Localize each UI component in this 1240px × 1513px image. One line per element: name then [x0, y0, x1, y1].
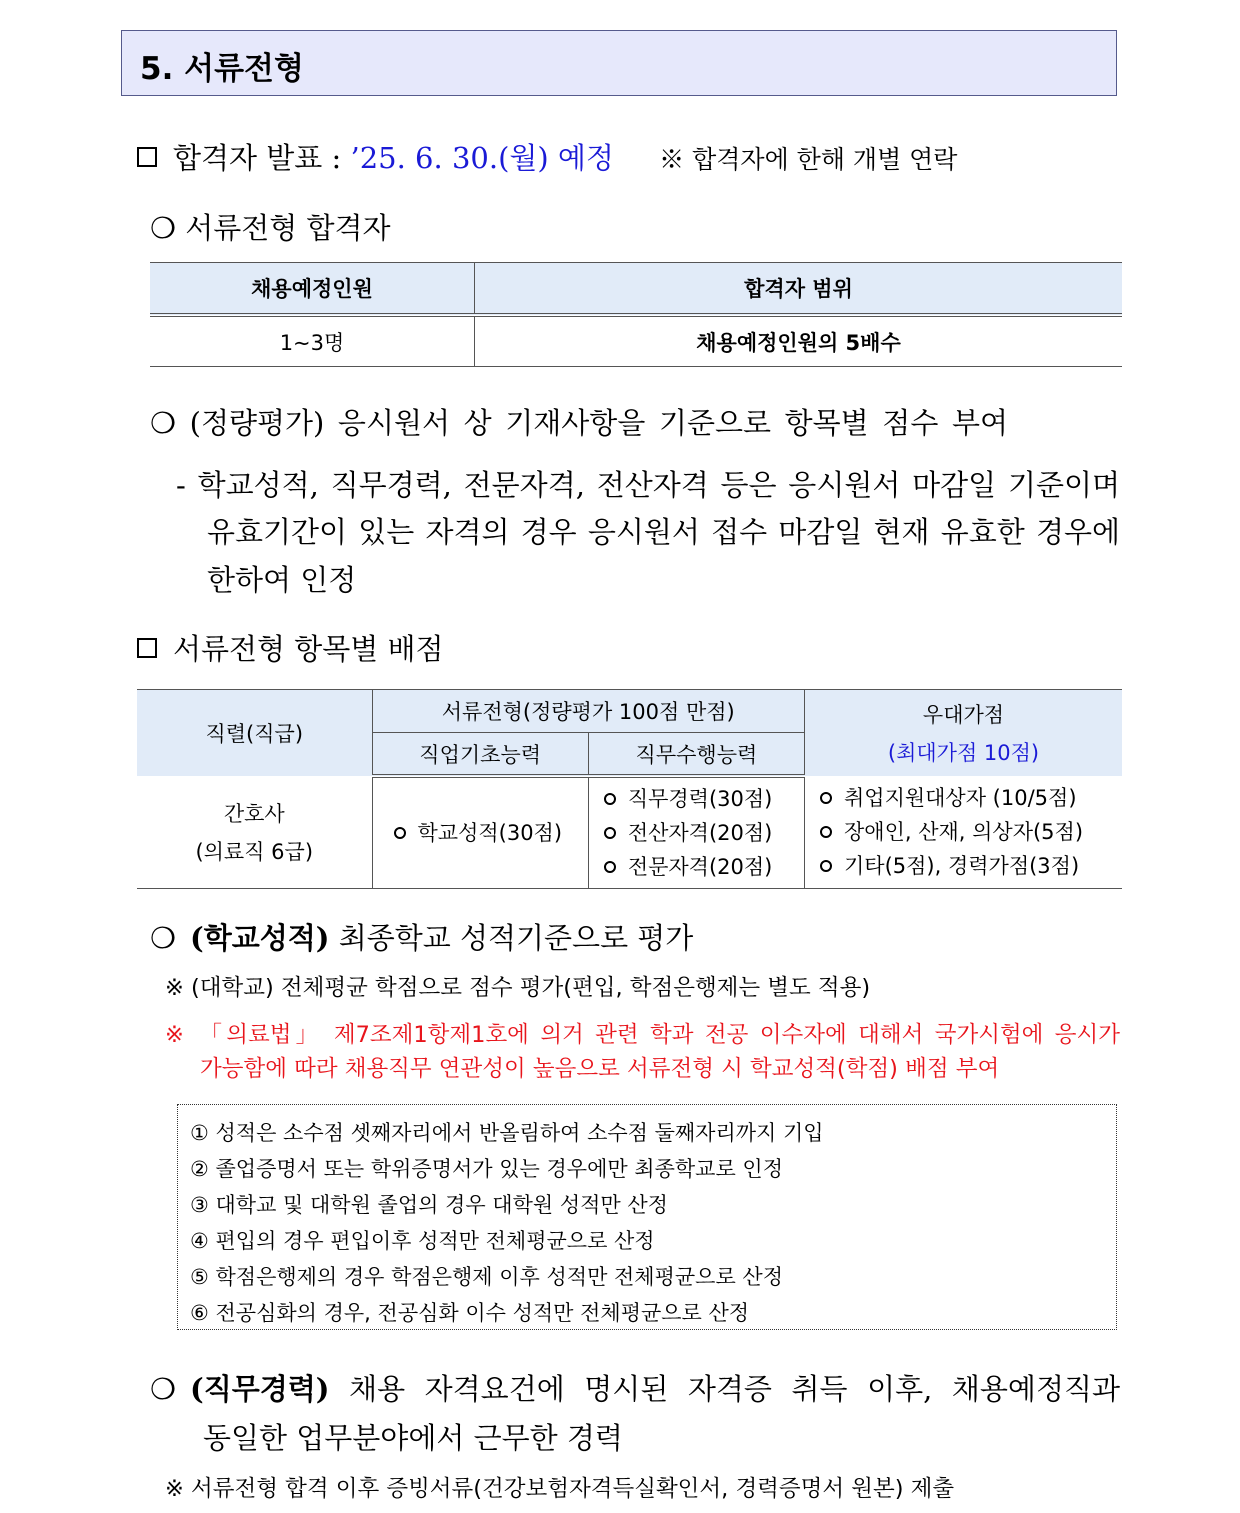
score-basic-cell: 학교성적(30점) [372, 776, 588, 889]
school-note-1: ※ (대학교) 전체평균 학점으로 점수 평가(편입, 학점은행제는 별도 적용) [165, 975, 871, 1001]
career-note: ※ 서류전형 합격 이후 증빙서류(건강보험자격득실확인서, 경력증명서 원본) 제출 [165, 1476, 955, 1502]
announcement-line [137, 136, 957, 177]
school-rule-5: ⑤ 학점은행제의 경우 학점은행제 이후 성적만 전체평균으로 산정 [190, 1265, 783, 1289]
score-table [137, 689, 1122, 889]
hollow-circle-bullet-icon: ❍ [150, 1372, 176, 1406]
circle-bullet-icon [604, 793, 616, 805]
pass-table-count: 1∼3명 [150, 315, 475, 367]
score-col-basic: 직업기초능력 [372, 733, 588, 777]
career-line-2: 동일한 업무분야에서 근무한 경력 [203, 1421, 623, 1455]
pass-table-header-count: 채용예정인원 [150, 263, 475, 316]
quant-heading: ❍ (정량평가) 응시원서 상 기재사항을 기준으로 항목별 점수 부여 [150, 406, 1008, 440]
section-header [121, 30, 1117, 96]
announcement-note: ※ 합격자에 한해 개별 연락 [659, 145, 958, 174]
school-note-2b: 가능함에 따라 채용직무 연관성이 높음으로 서류전형 시 학교성적(학점) 배점 부여 [200, 1056, 1000, 1082]
quant-line-3: 한하여 인정 [207, 563, 357, 597]
score-job: 간호사 [223, 802, 285, 826]
score-grade: (의료직 6급) [195, 840, 314, 864]
school-rule-3: ③ 대학교 및 대학원 졸업의 경우 대학원 성적만 산정 [190, 1193, 668, 1217]
pass-heading: ❍ 서류전형 합격자 [150, 211, 391, 245]
pass-table-range: 채용예정인원의 5배수 [475, 315, 1123, 367]
circle-bullet-icon [604, 861, 616, 873]
school-heading [150, 916, 693, 957]
hollow-circle-bullet-icon: ❍ [150, 921, 176, 955]
checkbox-square-icon [137, 638, 157, 658]
career-heading-rest: 채용 자격요건에 명시된 자격증 취득 이후, 채용예정직과 [329, 1372, 1120, 1406]
score-bonus-cell: 취업지원대상자 (10/5점) 장애인, 산재, 의상자(5점) 기타(5점), 경력가점(3점) [805, 776, 1123, 889]
circle-bullet-icon [394, 827, 406, 839]
quant-line-2: 유효기간이 있는 자격의 경우 응시원서 접수 마감일 현재 유효한 경우에 [207, 515, 1120, 549]
score-heading: 서류전형 항목별 배점 [137, 627, 444, 668]
school-rule-6: ⑥ 전공심화의 경우, 전공심화 이수 성적만 전체평균으로 산정 [190, 1301, 750, 1325]
school-heading-bold: (학교성적) [190, 921, 330, 955]
pass-table [150, 262, 1122, 367]
career-heading-bold: (직무경력) [190, 1372, 330, 1406]
score-col-document: 서류전형(정량평가 100점 만점) [372, 690, 805, 733]
pass-table-header-range: 합격자 범위 [475, 263, 1123, 316]
score-col-bonus: 우대가점 (최대가점 10점) [805, 690, 1123, 777]
school-heading-rest: 최종학교 성적기준으로 평가 [329, 921, 694, 955]
score-col-job: 직렬(직급) [137, 690, 372, 777]
school-rule-2: ② 졸업증명서 또는 학위증명서가 있는 경우에만 최종학교로 인정 [190, 1157, 783, 1181]
quant-line-1: - 학교성적, 직무경력, 전문자격, 전산자격 등은 응시원서 마감일 기준이며 [176, 468, 1120, 502]
career-heading [150, 1367, 1120, 1408]
score-duty-cell: 직무경력(30점) 전산자격(20점) 전문자격(20점) [588, 776, 804, 889]
school-rules-box [177, 1104, 1117, 1330]
checkbox-square-icon [137, 147, 157, 167]
announcement-label: 합격자 발표 : [173, 141, 342, 175]
circle-bullet-icon [604, 827, 616, 839]
school-rule-1: ① 성적은 소수점 셋째자리에서 반올림하여 소수점 둘째자리까지 기입 [190, 1121, 824, 1145]
circle-bullet-icon [820, 860, 832, 872]
school-note-2: ※ 「의료법」 제7조제1항제1호에 의거 관련 학과 전공 이수자에 대해서 국가시험에 응시가 [165, 1022, 1120, 1048]
score-col-bonus-sub: (최대가점 10점) [887, 741, 1040, 765]
score-job-cell [137, 776, 372, 889]
circle-bullet-icon [820, 826, 832, 838]
score-col-duty: 직무수행능력 [588, 733, 804, 777]
circle-bullet-icon [820, 792, 832, 804]
section-title: 5. 서류전형 [140, 51, 304, 87]
announcement-date: ’25. 6. 30.(월) 예정 [350, 141, 614, 175]
school-rule-4: ④ 편입의 경우 편입이후 성적만 전체평균으로 산정 [190, 1229, 655, 1253]
